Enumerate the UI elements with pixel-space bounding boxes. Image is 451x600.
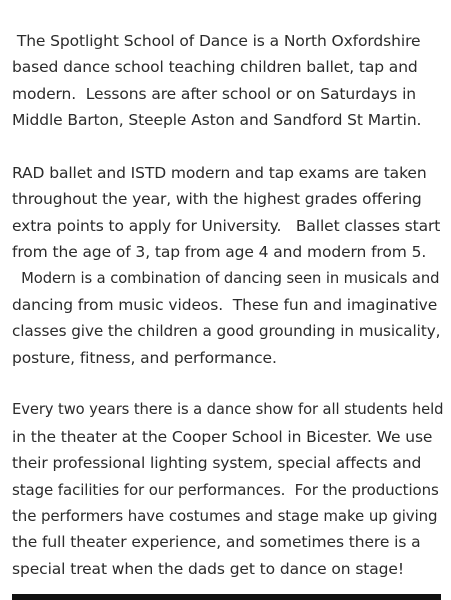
text-line: based dance school teaching children ballet, tap and bbox=[12, 58, 418, 77]
bottom-divider bbox=[12, 594, 441, 600]
text-line: in the theater at the Cooper School in Bicester. We use bbox=[12, 427, 433, 446]
text-line: special treat when the dads get to dance on stage! bbox=[12, 559, 404, 578]
text-line: Every two years there is a dance show for all students held bbox=[12, 401, 444, 419]
paragraph-spacer bbox=[12, 371, 444, 397]
text-line: Modern is a combination of dancing seen in musicals and bbox=[12, 269, 440, 287]
text-line: dancing from music videos. These fun and imaginative bbox=[12, 295, 438, 314]
text-line: extra points to apply for University. Ballet classes start bbox=[12, 216, 441, 235]
text-line: Middle Barton, Steeple Aston and Sandford St Martin. bbox=[12, 111, 422, 130]
text-line: RAD ballet and ISTD modern and tap exams are taken bbox=[12, 163, 427, 182]
paragraph-show bbox=[12, 397, 444, 582]
text-line: classes give the children a good grounding in musicality, bbox=[12, 322, 441, 341]
paragraph-intro bbox=[12, 28, 444, 134]
text-line: stage facilities for our performances. For the productions bbox=[12, 480, 439, 499]
text-line: their professional lighting system, special affects and bbox=[12, 454, 422, 473]
paragraph-spacer bbox=[12, 134, 444, 160]
text-line: the full theater experience, and sometimes there is a bbox=[12, 533, 421, 552]
text-line: The Spotlight School of Dance is a North Oxfordshire bbox=[12, 32, 421, 50]
article-body bbox=[12, 28, 444, 582]
text-line: the performers have costumes and stage make up giving bbox=[12, 507, 438, 526]
text-line: modern. Lessons are after school or on Saturdays in bbox=[12, 84, 417, 103]
text-line: from the age of 3, tap from age 4 and modern from 5. bbox=[12, 243, 427, 262]
text-line: posture, fitness, and performance. bbox=[12, 348, 277, 367]
paragraph-exams bbox=[12, 160, 444, 371]
text-line: throughout the year, with the highest grades offering bbox=[12, 190, 422, 209]
